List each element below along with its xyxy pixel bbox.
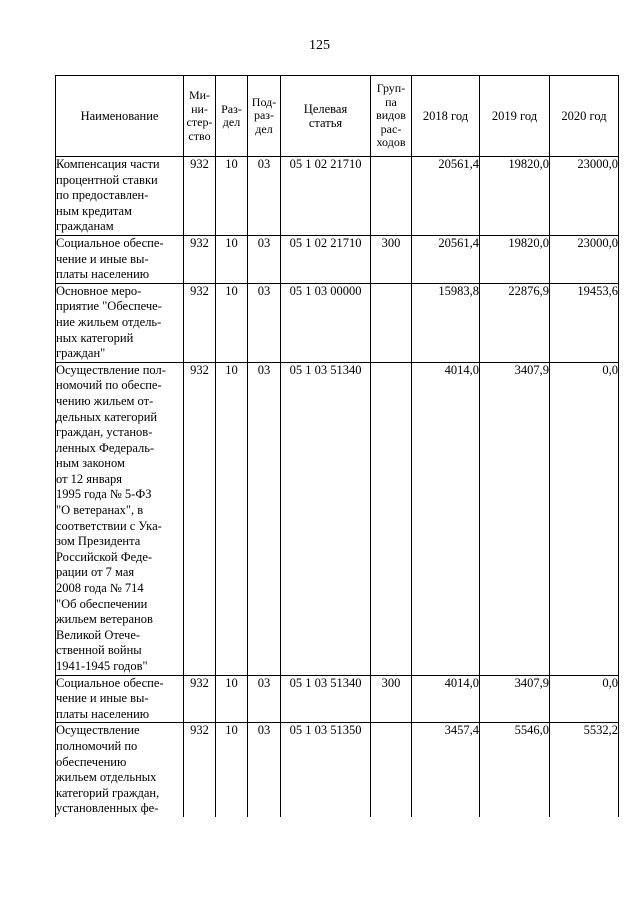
row-section: 10 <box>216 283 248 362</box>
row-2018: 4014,0 <box>412 362 480 675</box>
page-number: 125 <box>309 38 330 53</box>
header-expense-group: Груп- па видов рас- ходов <box>371 76 412 157</box>
row-subsection: 03 <box>248 675 281 723</box>
row-expense-group: 300 <box>371 675 412 723</box>
header-name: Наименование <box>56 76 184 157</box>
row-expense-group <box>371 362 412 675</box>
row-section: 10 <box>216 675 248 723</box>
header-target: Целевая статья <box>281 76 371 157</box>
row-ministry: 932 <box>184 362 216 675</box>
row-2019: 3407,9 <box>480 675 550 723</box>
row-target: 05 1 03 51340 <box>281 362 371 675</box>
table-row <box>56 157 619 236</box>
row-target: 05 1 03 00000 <box>281 283 371 362</box>
row-ministry: 932 <box>184 723 216 817</box>
row-ministry: 932 <box>184 235 216 283</box>
row-subsection: 03 <box>248 235 281 283</box>
row-2020: 23000,0 <box>550 235 619 283</box>
row-2020: 19453,6 <box>550 283 619 362</box>
row-2019: 5546,0 <box>480 723 550 817</box>
row-target: 05 1 02 21710 <box>281 235 371 283</box>
row-name: Осуществление полномочий по обеспечению жильем отдельных категорий граждан, установленных фе- <box>56 723 184 817</box>
table-row <box>56 723 619 817</box>
budget-table <box>55 75 619 817</box>
row-section: 10 <box>216 235 248 283</box>
row-expense-group <box>371 723 412 817</box>
row-2018: 3457,4 <box>412 723 480 817</box>
row-2020: 0,0 <box>550 675 619 723</box>
row-subsection: 03 <box>248 723 281 817</box>
row-name: Социальное обеспе- чение и иные вы- платы населению <box>56 235 184 283</box>
row-2019: 19820,0 <box>480 157 550 236</box>
row-2019: 22876,9 <box>480 283 550 362</box>
header-2018: 2018 год <box>412 76 480 157</box>
row-2020: 0,0 <box>550 362 619 675</box>
row-2018: 4014,0 <box>412 675 480 723</box>
table-row <box>56 283 619 362</box>
header-2019: 2019 год <box>480 76 550 157</box>
row-target: 05 1 03 51340 <box>281 675 371 723</box>
row-2020: 23000,0 <box>550 157 619 236</box>
row-name: Социальное обеспе- чение и иные вы- платы населению <box>56 675 184 723</box>
row-subsection: 03 <box>248 157 281 236</box>
row-2019: 3407,9 <box>480 362 550 675</box>
table-row <box>56 362 619 675</box>
row-2020: 5532,2 <box>550 723 619 817</box>
table-row <box>56 675 619 723</box>
row-expense-group <box>371 283 412 362</box>
header-section: Раз- дел <box>216 76 248 157</box>
row-expense-group <box>371 157 412 236</box>
row-target: 05 1 02 21710 <box>281 157 371 236</box>
row-ministry: 932 <box>184 675 216 723</box>
row-section: 10 <box>216 723 248 817</box>
row-ministry: 932 <box>184 157 216 236</box>
header-2020: 2020 год <box>550 76 619 157</box>
row-subsection: 03 <box>248 283 281 362</box>
header-ministry: Ми- ни- стер- ство <box>184 76 216 157</box>
row-target: 05 1 03 51350 <box>281 723 371 817</box>
row-2019: 19820,0 <box>480 235 550 283</box>
row-ministry: 932 <box>184 283 216 362</box>
row-section: 10 <box>216 157 248 236</box>
row-name: Основное меро- приятие "Обеспече- ние жильем отдель- ных категорий граждан" <box>56 283 184 362</box>
row-2018: 20561,4 <box>412 157 480 236</box>
row-expense-group: 300 <box>371 235 412 283</box>
header-subsection: Под- раз- дел <box>248 76 281 157</box>
table-row <box>56 235 619 283</box>
row-name: Компенсация части процентной ставки по предоставлен- ным кредитам гражданам <box>56 157 184 236</box>
table-header-row <box>56 76 619 157</box>
row-name: Осуществление пол- номочий по обеспе- чению жильем от- дельных категорий граждан, установ- ленных Федераль- ным законом от 12 января 1995 года № 5-ФЗ "О ветеранах", в соответствии с Ука- зом Президента Российской Феде- рации от 7 мая 2008 года № 714 "Об обеспечении жильем ветеранов Великой Отече- ственной войны 1941-1945 годов" <box>56 362 184 675</box>
row-2018: 20561,4 <box>412 235 480 283</box>
row-subsection: 03 <box>248 362 281 675</box>
row-section: 10 <box>216 362 248 675</box>
row-2018: 15983,8 <box>412 283 480 362</box>
